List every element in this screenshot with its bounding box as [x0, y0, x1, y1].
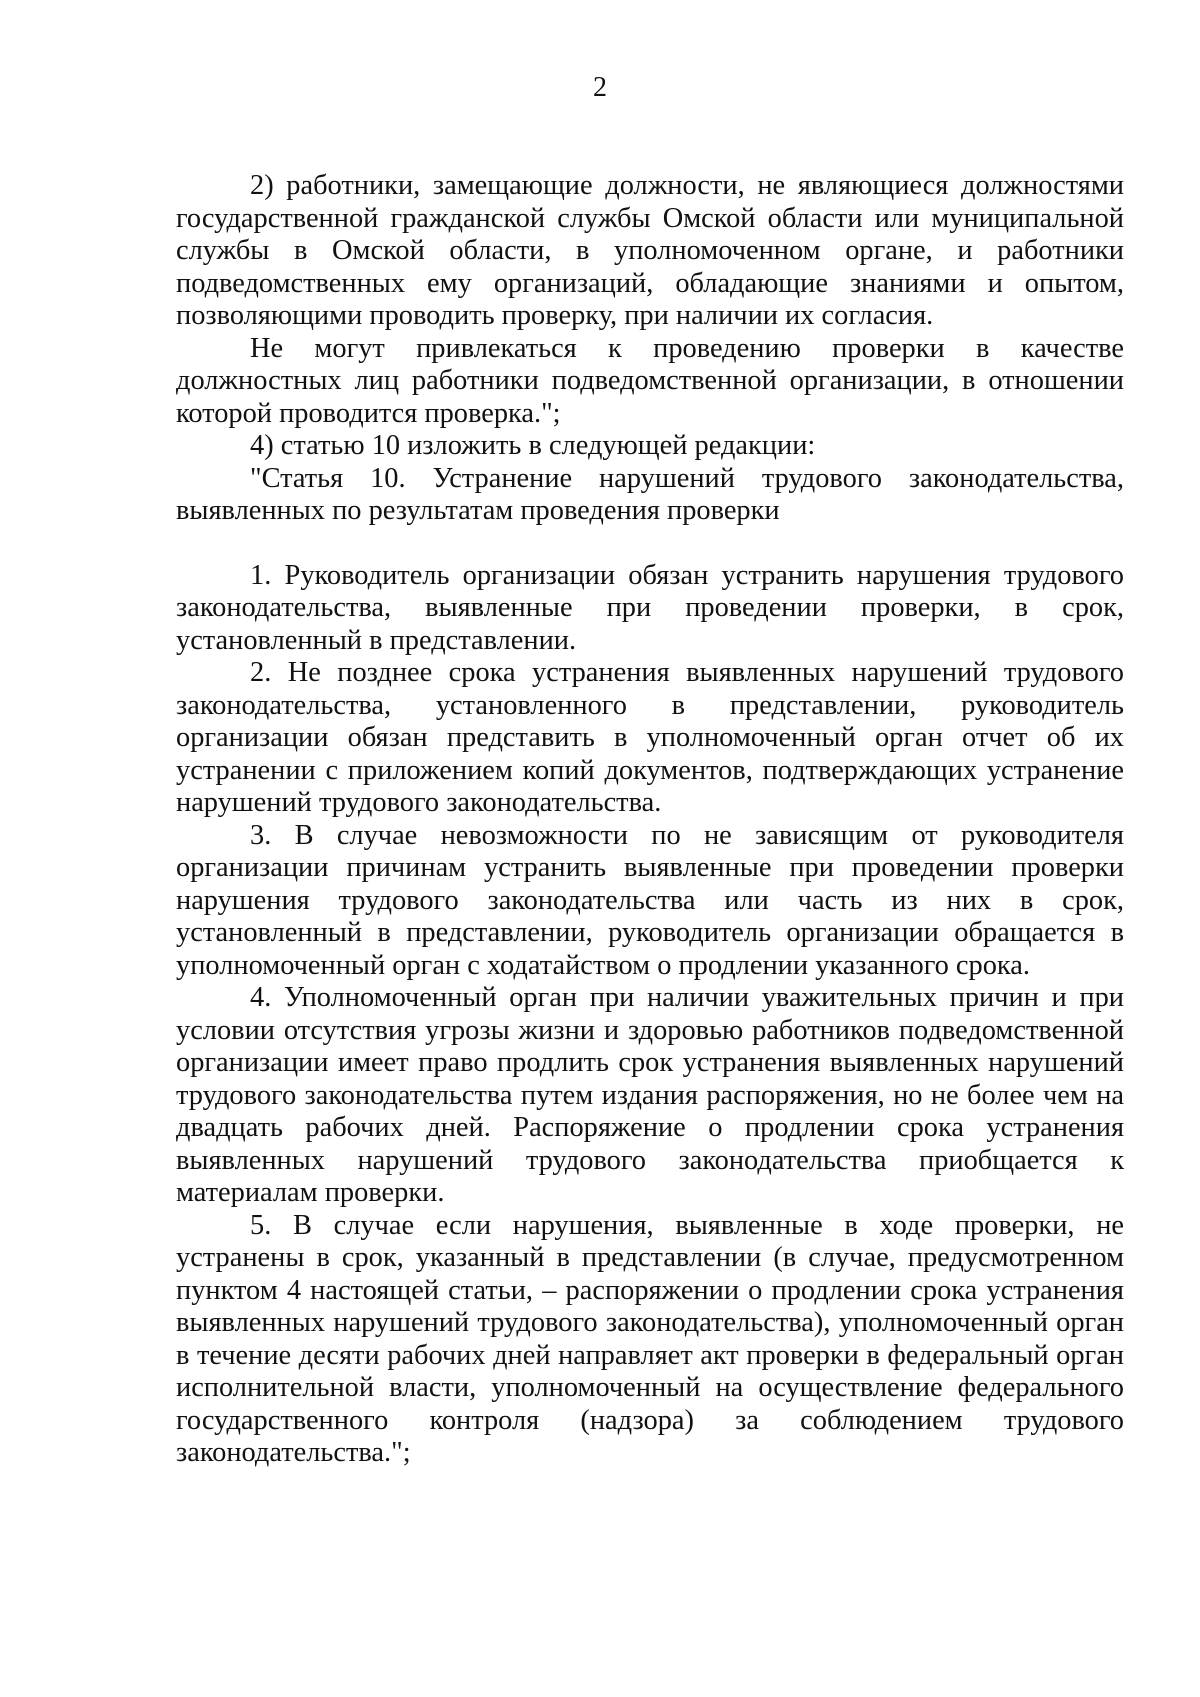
article-10-point-2: 2. Не позднее срока устранения выявленных нарушений трудового законодательства, установленного в представлении, руководитель организации обязан представить в уполномоченный орган отчет об их устранении с приложением копий документов, подтверждающих устранение нарушений трудового законодательства. [176, 657, 1124, 818]
document-body [176, 170, 1124, 1470]
article-10-point-4: 4. Уполномоченный орган при наличии уважительных причин и при условии отсутствия угрозы жизни и здоровью работников подведомственной организации имеет право продлить срок устранения выявленных нарушений трудового законодательства путем издания распоряжения, но не более чем на двадцать рабочих дней. Распоряжение о продлении срока устранения выявленных нарушений трудового законодательства приобщается к материалам проверки. [176, 982, 1124, 1208]
article-10-point-3: 3. В случае невозможности по не зависящим от руководителя организации причинам устранить выявленные при проведении проверки нарушения трудового законодательства или часть из них в срок, установленный в представлении, руководитель организации обращается в уполномоченный орган с ходатайством о продлении указанного срока. [176, 819, 1124, 981]
article-10-heading: "Статья 10. Устранение нарушений трудового законодательства, выявленных по результатам проведения проверки [176, 462, 1124, 526]
page-number: 2 [593, 72, 607, 103]
article-10-point-5: 5. В случае если нарушения, выявленные в ходе проверки, не устранены в срок, указанный в представлении (в случае, предусмотренном пунктом 4 настоящей статьи, – распоряжении о продлении срока устранения выявленных нарушений трудового законодательства), уполномоченный орган в течение десяти рабочих дней направляет акт проверки в федеральный орган исполнительной власти, уполномоченный на осуществление федерального государственного контроля (надзора) за соблюдением трудового законодательства."; [176, 1209, 1124, 1468]
paragraph-restriction: Не могут привлекаться к проведению проверки в качестве должностных лиц работники подведомственной организации, в отношении которой проводится проверка."; [176, 332, 1124, 429]
paragraph-item-4-article-10: 4) статью 10 изложить в следующей редакции: [250, 430, 816, 461]
article-10-point-1: 1. Руководитель организации обязан устранить нарушения трудового законодательства, выявленные при проведении проверки, в срок, установленный в представлении. [176, 559, 1124, 656]
paragraph-item-2-workers: 2) работники, замещающие должности, не являющиеся должностями государственной гражданской службы Омской области или муниципальной службы в Омской области, в уполномоченном органе, и работники подведомственных ему организаций, обладающие знаниями и опытом, позволяющими проводить проверку, при наличии их согласия. [176, 170, 1124, 331]
section-gap [176, 528, 1124, 560]
